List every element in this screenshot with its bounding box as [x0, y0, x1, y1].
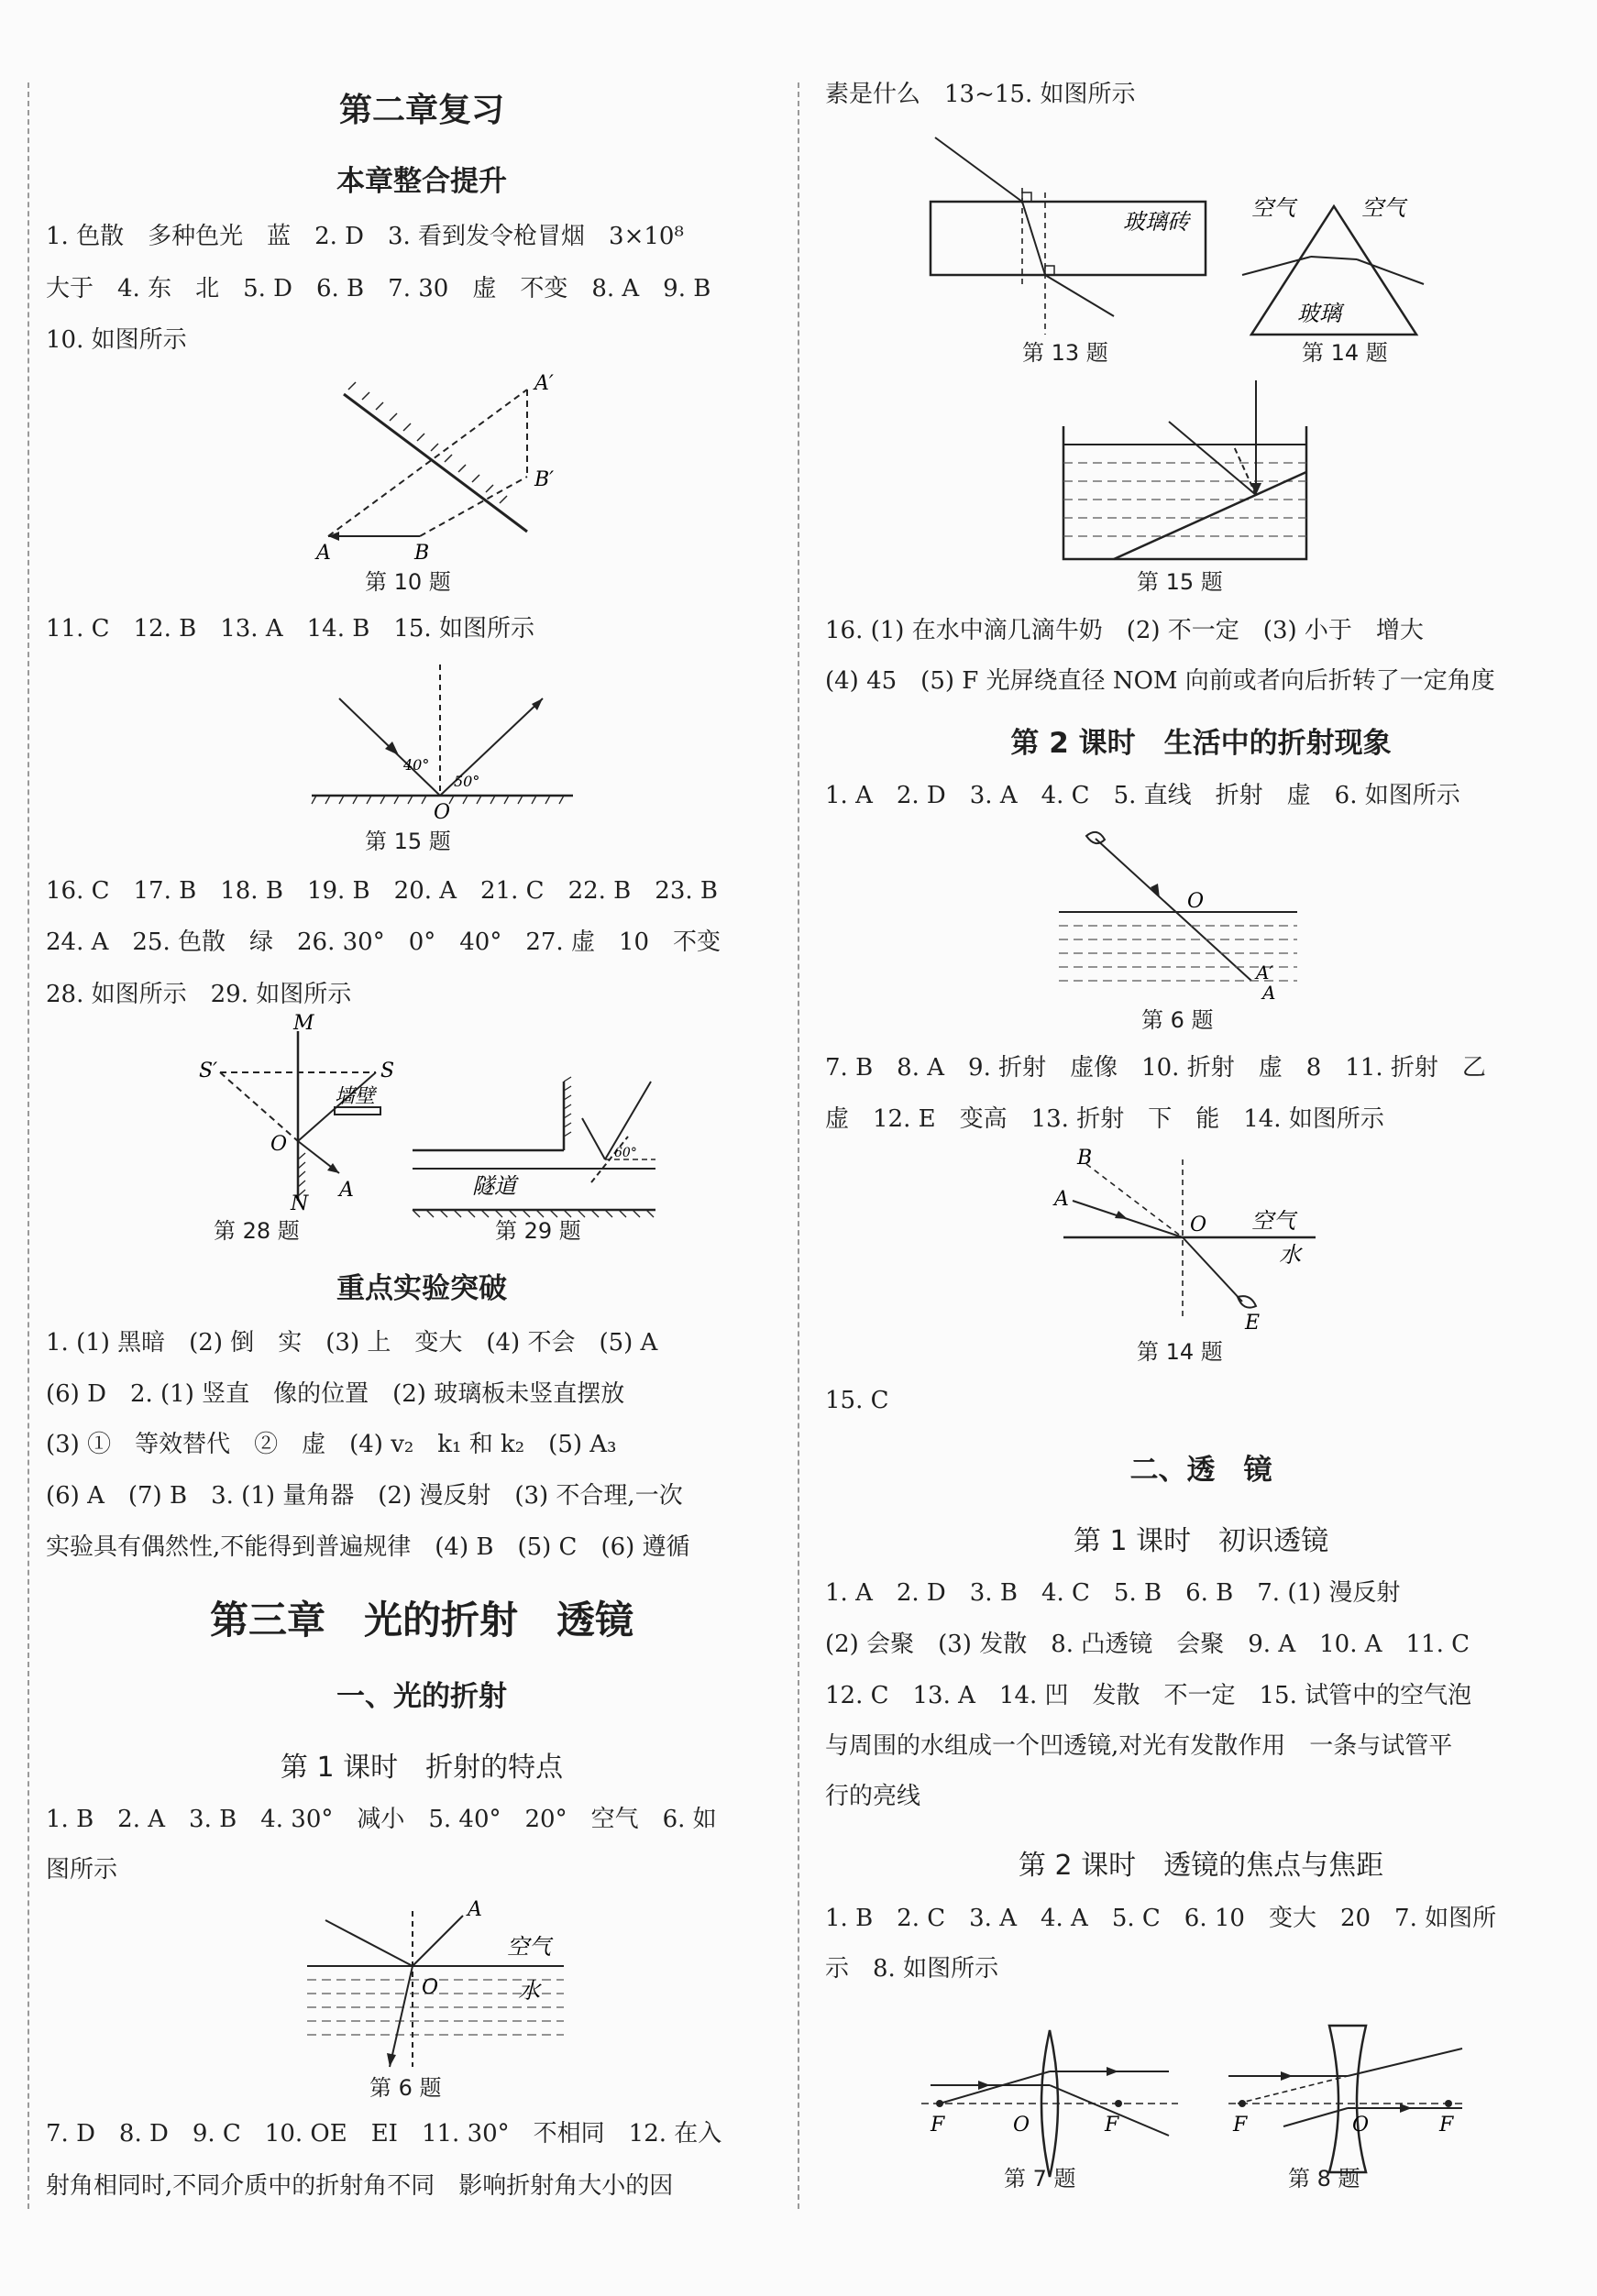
svg-text:A: A — [1054, 1188, 1069, 1211]
figure-q15-reflection — [312, 660, 578, 824]
caption-q8: 第 8 题 — [1288, 2166, 1360, 2192]
section1-title: 一、光的折射 — [336, 1680, 507, 1713]
answer-line: 12. C 13. A 14. 凹 发散 不一定 15. 试管中的空气泡 — [825, 1682, 1472, 1709]
answer-line: 虚 12. E 变高 13. 折射 下 能 14. 如图所示 — [825, 1105, 1384, 1133]
caption-q14: 第 14 题 — [1302, 340, 1388, 366]
answer-line: 1. B 2. A 3. B 4. 30° 减小 5. 40° 20° 空气 6. 如 — [46, 1806, 717, 1833]
svg-text:玻璃: 玻璃 — [1297, 301, 1341, 326]
chapter3-title: 第三章 光的折射 透镜 — [209, 1598, 633, 1642]
svg-text:O: O — [270, 1133, 288, 1156]
answer-line: 示 8. 如图所示 — [825, 1955, 999, 1983]
answer-line: 实验具有偶然性,不能得到普遍规律 (4) B (5) C (6) 遵循 — [46, 1533, 690, 1561]
caption-q15: 第 15 题 — [1137, 569, 1223, 595]
svg-text:40°: 40° — [403, 756, 430, 774]
figure-q8-concave-lens — [1228, 2007, 1467, 2145]
answer-line: 1. 色散 多种色光 蓝 2. D 3. 看到发令枪冒烟 3×10⁸ — [46, 223, 684, 250]
caption-q28: 第 28 题 — [214, 1218, 300, 1244]
answer-line: (2) 会聚 (3) 发散 8. 凸透镜 会聚 9. A 10. A 11. C — [825, 1631, 1470, 1658]
integration-title: 本章整合提升 — [336, 165, 507, 198]
answer-line: 图所示 — [46, 1856, 118, 1884]
svg-text:水: 水 — [1279, 1242, 1301, 1268]
answer-line: 1. A 2. D 3. B 4. C 5. B 6. B 7. (1) 漫反射 — [825, 1579, 1401, 1607]
svg-text:F: F — [1439, 2114, 1454, 2137]
lesson2-title: 第 2 课时 生活中的折射现象 — [1010, 727, 1392, 760]
svg-text:A: A — [316, 542, 331, 565]
svg-text:60°: 60° — [614, 1146, 637, 1160]
answer-line: (6) D 2. (1) 竖直 像的位置 (2) 玻璃板未竖直摆放 — [46, 1380, 625, 1408]
figure-q6-fish — [1059, 825, 1297, 1004]
svg-text:F: F — [931, 2114, 945, 2137]
column-divider — [798, 82, 799, 2209]
svg-text:空气: 空气 — [1251, 1208, 1295, 1234]
answer-line: 11. C 12. B 13. A 14. B 15. 如图所示 — [46, 615, 534, 643]
svg-text:A: A — [468, 1898, 482, 1921]
answer-line: 28. 如图所示 29. 如图所示 — [46, 981, 352, 1008]
answer-line: 7. B 8. A 9. 折射 虚像 10. 折射 虚 8 11. 折射 乙 — [825, 1054, 1486, 1082]
answer-line: 16. C 17. B 18. B 19. B 20. A 21. C 22. B 23. B — [46, 877, 719, 905]
lens-lesson1-title: 第 1 课时 初识透镜 — [1073, 1525, 1329, 1557]
svg-text:S′: S′ — [199, 1060, 218, 1082]
answer-line: 24. A 25. 色散 绿 26. 30° 0° 40° 27. 虚 10 不变 — [46, 928, 721, 956]
answer-line: (6) A (7) B 3. (1) 量角器 (2) 漫反射 (3) 不合理,一次 — [46, 1482, 683, 1510]
svg-text:O: O — [1352, 2114, 1370, 2137]
answer-line: 1. B 2. C 3. A 4. A 5. C 6. 10 变大 20 7. 如图所 — [825, 1905, 1497, 1932]
answer-line: 射角相同时,不同介质中的折射角不同 影响折射角大小的因 — [46, 2172, 674, 2200]
figure-q29 — [408, 1072, 674, 1210]
svg-text:S: S — [380, 1060, 395, 1082]
caption-q6: 第 6 题 — [1141, 1007, 1214, 1033]
svg-text:F: F — [1233, 2114, 1248, 2137]
figure-q7-convex-lens — [921, 2016, 1178, 2145]
svg-text:50°: 50° — [454, 773, 480, 790]
svg-text:M: M — [293, 1012, 314, 1035]
svg-text:B′: B′ — [534, 468, 555, 491]
caption-q14b: 第 14 题 — [1137, 1339, 1223, 1365]
lens-lesson2-title: 第 2 课时 透镜的焦点与焦距 — [1018, 1850, 1384, 1882]
answer-line: 7. D 8. D 9. C 10. OE EI 11. 30° 不相同 12. 在入 — [46, 2120, 722, 2148]
svg-text:O: O — [422, 1976, 439, 1999]
experiment-title: 重点实验突破 — [336, 1272, 507, 1305]
answer-line: 1. (1) 黑暗 (2) 倒 实 (3) 上 变大 (4) 不会 (5) A — [46, 1329, 658, 1357]
caption-q15: 第 15 题 — [365, 829, 451, 854]
svg-text:O: O — [1187, 890, 1205, 913]
lesson1-title: 第 1 课时 折射的特点 — [280, 1752, 564, 1784]
figure-q10 — [312, 371, 578, 564]
svg-text:空气: 空气 — [1251, 195, 1295, 221]
svg-text:B: B — [1077, 1147, 1093, 1170]
svg-text:O: O — [1190, 1214, 1207, 1236]
answer-line: 10. 如图所示 — [46, 326, 187, 354]
answer-line: 素是什么 13~15. 如图所示 — [825, 81, 1136, 108]
svg-text:A: A — [339, 1179, 354, 1202]
chapter2-review-title: 第二章复习 — [338, 92, 504, 129]
section2-title: 二、透 镜 — [1129, 1454, 1272, 1487]
figure-q14-water-eye — [1054, 1147, 1320, 1335]
answer-line: 与周围的水组成一个凹透镜,对光有发散作用 一条与试管平 — [825, 1732, 1453, 1760]
svg-text:B: B — [414, 542, 430, 565]
figure-q6-refraction — [307, 1898, 564, 2071]
figure-q15-water-tank — [1059, 376, 1311, 564]
answer-line: (4) 45 (5) F 光屏绕直径 NOM 向前或者向后折转了一定角度 — [825, 667, 1495, 695]
svg-text:N: N — [291, 1192, 309, 1215]
svg-text:A: A — [1262, 982, 1276, 1004]
caption-q13: 第 13 题 — [1022, 340, 1108, 366]
svg-text:墙壁: 墙壁 — [335, 1085, 376, 1108]
svg-text:A′: A′ — [534, 372, 554, 395]
svg-text:隧道: 隧道 — [472, 1173, 516, 1199]
answer-line: 16. (1) 在水中滴几滴牛奶 (2) 不一定 (3) 小于 增大 — [825, 617, 1424, 644]
svg-text:E: E — [1245, 1312, 1261, 1335]
figure-q28 — [151, 1012, 445, 1215]
answer-line: (3) ① 等效替代 ② 虚 (4) v₂ k₁ 和 k₂ (5) A₃ — [46, 1431, 617, 1458]
caption-q6: 第 6 题 — [369, 2075, 442, 2101]
svg-text:空气: 空气 — [1361, 195, 1405, 221]
svg-text:O: O — [434, 801, 451, 824]
answer-line: 1. A 2. D 3. A 4. C 5. 直线 折射 虚 6. 如图所示 — [825, 782, 1460, 809]
left-margin-line — [28, 82, 29, 2209]
svg-text:A′: A′ — [1256, 961, 1273, 983]
figure-q13-glass-brick — [921, 128, 1206, 335]
figure-q14-prism — [1242, 197, 1426, 335]
caption-q7: 第 7 题 — [1004, 2166, 1076, 2192]
answer-line: 行的亮线 — [825, 1783, 921, 1810]
svg-text:O: O — [1013, 2114, 1030, 2137]
svg-text:空气: 空气 — [507, 1934, 551, 1960]
svg-text:F: F — [1105, 2114, 1119, 2137]
svg-text:玻璃砖: 玻璃砖 — [1123, 209, 1189, 235]
caption-q10: 第 10 题 — [365, 569, 451, 595]
answer-line: 15. C — [825, 1387, 889, 1414]
answer-line: 大于 4. 东 北 5. D 6. B 7. 30 虚 不变 8. A 9. B — [46, 275, 711, 302]
svg-text:水: 水 — [518, 1978, 540, 2004]
caption-q29: 第 29 题 — [495, 1218, 581, 1244]
